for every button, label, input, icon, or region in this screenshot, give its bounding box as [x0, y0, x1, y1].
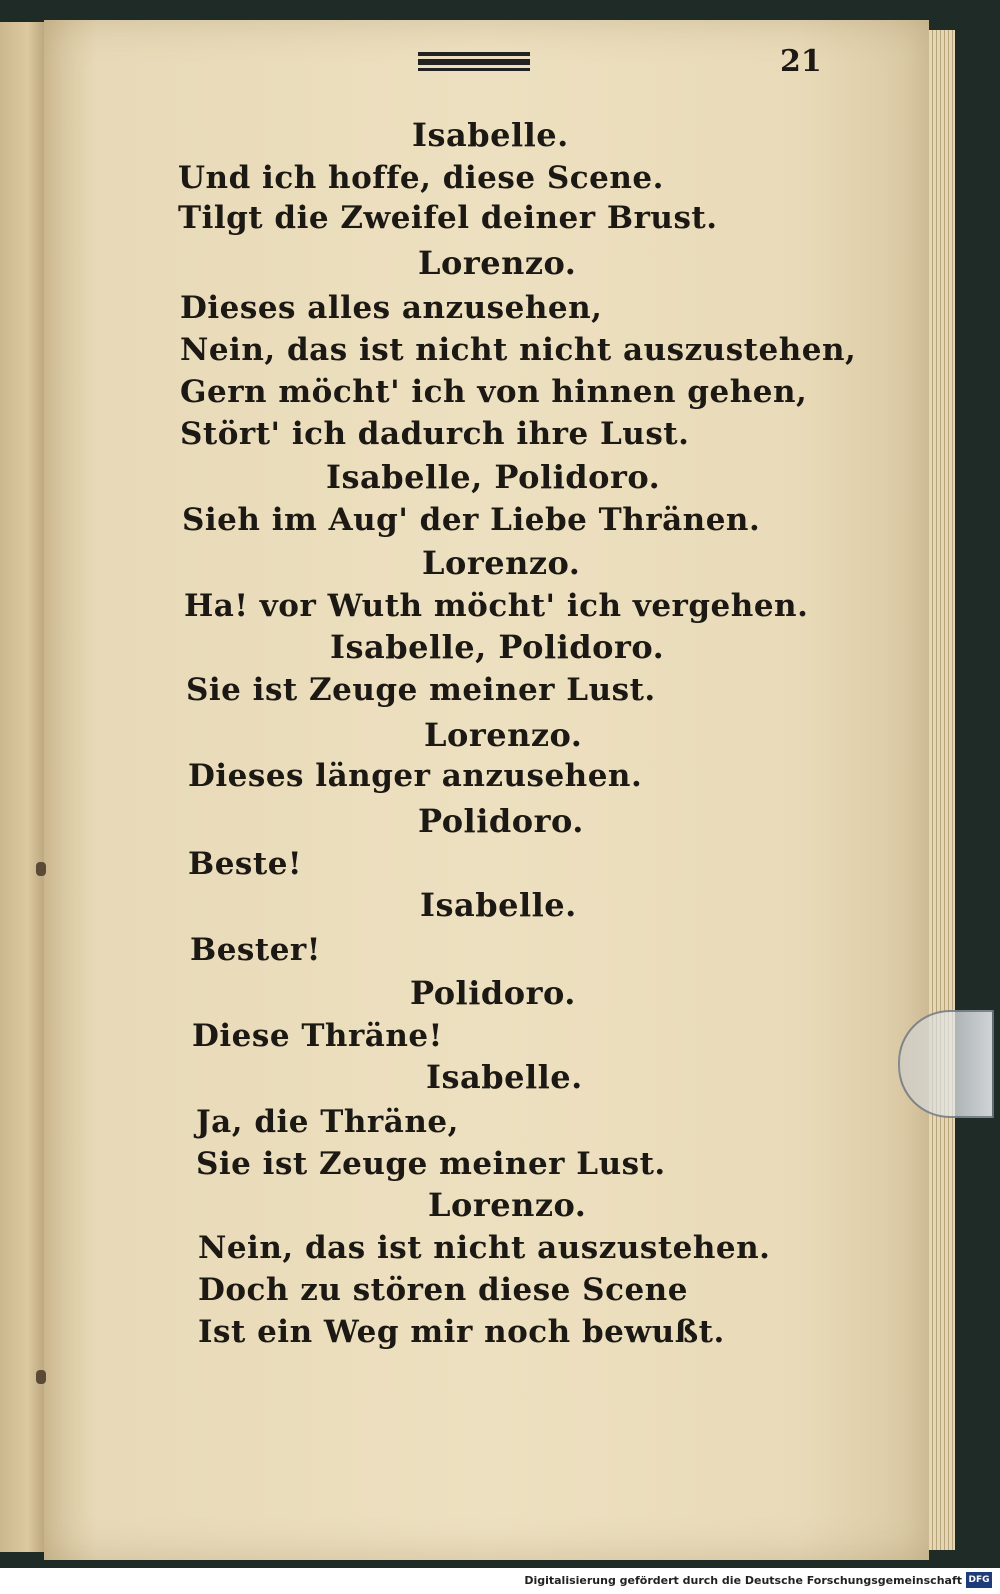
- verse-line: Sie ist Zeuge meiner Lust.: [196, 1146, 666, 1182]
- verse-line: Ja, die Thräne,: [196, 1104, 459, 1140]
- verse-line: Nein, das ist nicht auszustehen.: [198, 1230, 771, 1266]
- speaker-name: Lorenzo.: [418, 244, 577, 282]
- verse-line: Bester!: [190, 932, 321, 968]
- speaker-name: Isabelle.: [420, 886, 577, 924]
- verse-line: Ha! vor Wuth möcht' ich vergehen.: [184, 588, 809, 624]
- verse-line: Gern möcht' ich von hinnen gehen,: [180, 374, 808, 410]
- verse-line: Und ich hoffe, diese Scene.: [178, 160, 664, 196]
- speaker-name: Polidoro.: [410, 974, 576, 1012]
- speaker-name: Lorenzo.: [428, 1186, 587, 1224]
- verse-line: Doch zu stören diese Scene: [198, 1272, 688, 1308]
- verse-line: Ist ein Weg mir noch bewußt.: [198, 1314, 725, 1350]
- footer-credit: Digitalisierung gefördert durch die Deutsche Forschungsgemeinschaft: [524, 1574, 962, 1587]
- speaker-name: Polidoro.: [418, 802, 584, 840]
- verse-line: Tilgt die Zweifel deiner Brust.: [178, 200, 718, 236]
- speaker-name: Lorenzo.: [422, 544, 581, 582]
- verse-line: Diese Thräne!: [192, 1018, 443, 1054]
- verse-line: Dieses alles anzusehen,: [180, 290, 603, 326]
- speaker-name: Isabelle.: [412, 116, 569, 154]
- speaker-name: Isabelle, Polidoro.: [330, 628, 665, 666]
- verse-line: Beste!: [188, 846, 303, 882]
- speaker-name: Isabelle.: [426, 1058, 583, 1096]
- verse-line: Sieh im Aug' der Liebe Thränen.: [182, 502, 761, 538]
- page-clip: [898, 1010, 994, 1118]
- verse-line: Dieses länger anzusehen.: [188, 758, 643, 794]
- verse-line: Sie ist Zeuge meiner Lust.: [186, 672, 656, 708]
- dfg-logo-icon: DFG: [966, 1572, 992, 1588]
- verse-line: Stört' ich dadurch ihre Lust.: [180, 416, 690, 452]
- speaker-name: Isabelle, Polidoro.: [326, 458, 661, 496]
- page-number: 21: [780, 44, 822, 79]
- speaker-name: Lorenzo.: [424, 716, 583, 754]
- verse-line: Nein, das ist nicht nicht auszustehen,: [180, 332, 857, 368]
